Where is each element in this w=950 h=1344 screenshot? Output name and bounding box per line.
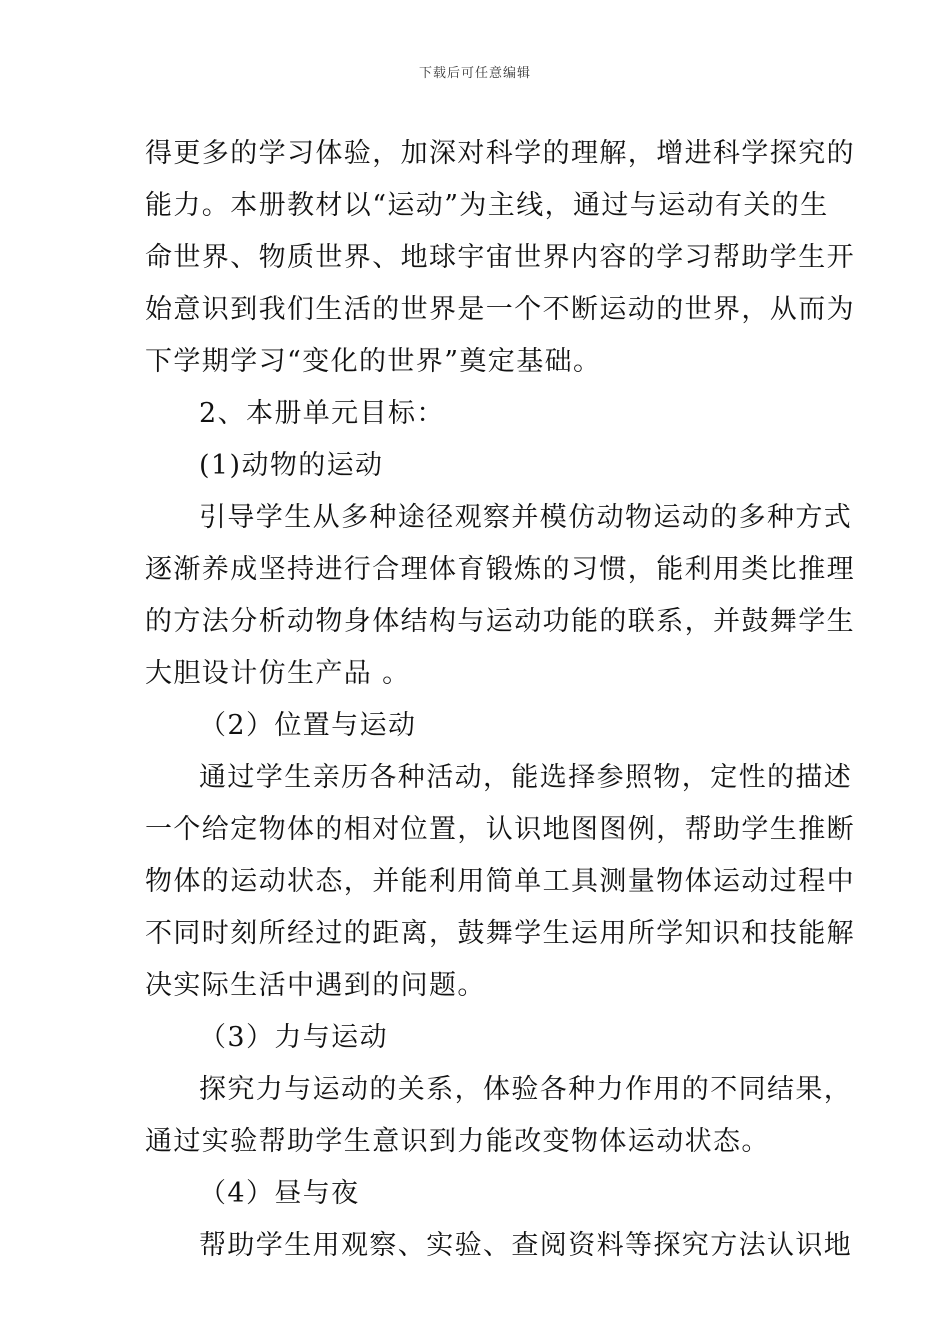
subsection-heading: （4）昼与夜 [199, 1178, 360, 1209]
body-line: 逐渐养成坚持进行合理体育锻炼的习惯，能利用类比推理 [145, 554, 855, 585]
page-header: 下载后可任意编辑 [418, 66, 531, 81]
subsection-heading: （3）力与运动 [199, 1022, 388, 1053]
body-line: 始意识到我们生活的世界是一个不断运动的世界，从而为 [145, 294, 855, 325]
body-line: 物体的运动状态，并能利用简单工具测量物体运动过程中 [145, 866, 855, 897]
document-body [145, 128, 855, 1272]
body-line: 命世界、物质世界、地球宇宙世界内容的学习帮助学生开 [145, 242, 855, 273]
subsection-heading: （2）位置与运动 [199, 710, 417, 741]
body-line: 能力。本册教材以“运动”为主线，通过与运动有关的生 [145, 190, 829, 221]
body-line: 帮助学生用观察、实验、查阅资料等探究方法认识地 [199, 1230, 853, 1261]
body-line: 探究力与运动的关系，体验各种力作用的不同结果， [199, 1074, 853, 1105]
body-line: 通过学生亲历各种活动，能选择参照物，定性的描述 [199, 762, 853, 793]
body-line: 引导学生从多种途径观察并模仿动物运动的多种方式 [199, 502, 853, 533]
body-line: 一个给定物体的相对位置，认识地图图例，帮助学生推断 [145, 814, 855, 845]
body-line: 的方法分析动物身体结构与运动功能的联系，并鼓舞学生 [145, 606, 855, 637]
subsection-heading: (1)动物的运动 [199, 450, 384, 481]
body-line: 决实际生活中遇到的问题。 [145, 970, 486, 1001]
section-heading: 2、本册单元目标： [199, 398, 445, 429]
body-line: 不同时刻所经过的距离，鼓舞学生运用所学知识和技能解 [145, 918, 855, 949]
body-line: 得更多的学习体验，加深对科学的理解，增进科学探究的 [145, 138, 855, 169]
body-line: 下学期学习“变化的世界”奠定基础。 [145, 346, 602, 377]
body-line: 通过实验帮助学生意识到力能改变物体运动状态。 [145, 1126, 770, 1157]
body-line: 大胆设计仿生产品 。 [145, 658, 411, 689]
